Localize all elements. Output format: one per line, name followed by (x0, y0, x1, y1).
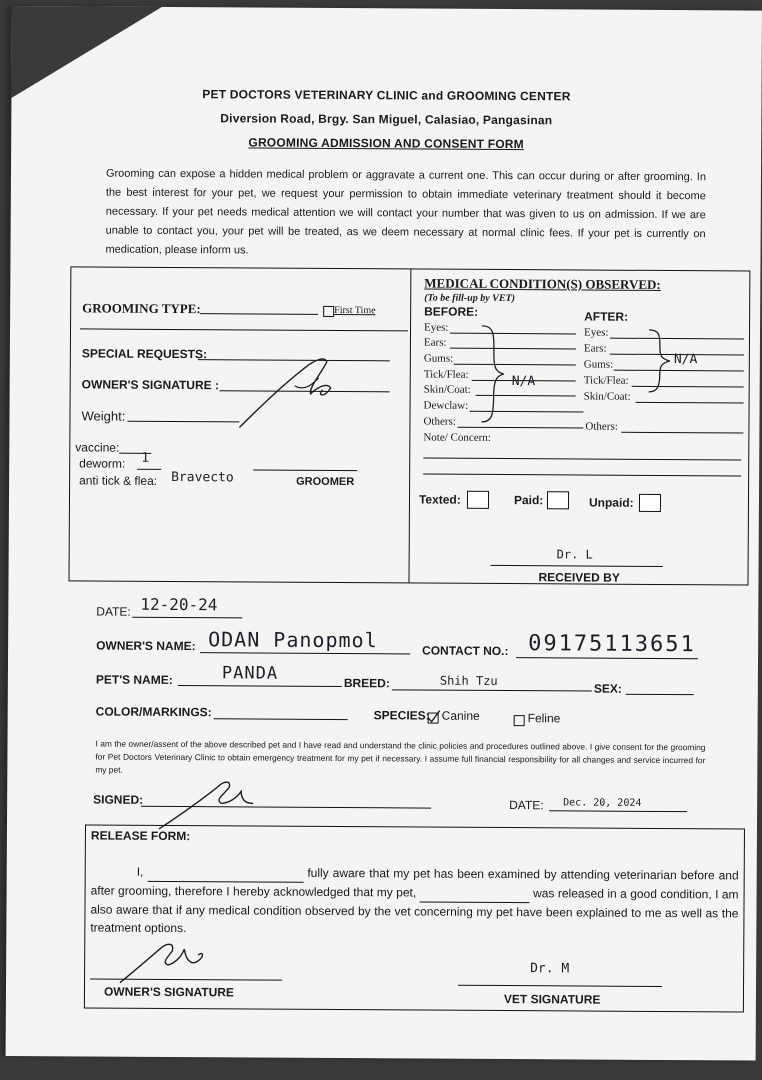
deworm-value: 1 (141, 450, 150, 466)
color-markings-label: COLOR/MARKINGS: (95, 704, 212, 720)
signed-date-value: Dec. 20, 2024 (563, 797, 642, 809)
release-form-title: RELEASE FORM: (90, 828, 191, 844)
before-eyes: Eyes: (424, 321, 449, 334)
canine-check-mark-icon (426, 709, 442, 730)
release-owner-label: OWNER'S SIGNATURE (103, 984, 234, 1000)
anti-tick-label: anti tick & flea: (79, 473, 158, 488)
deworm-line[interactable] (137, 469, 161, 470)
before-brace-icon (477, 324, 508, 429)
release-text-1: I, (136, 864, 144, 879)
before-na: N/A (511, 374, 536, 390)
after-tick: Tick/Flea: (583, 374, 629, 387)
vaccine-label: vaccine: (75, 440, 120, 455)
before-gums: Gums: (423, 352, 454, 365)
feline-label: Feline (527, 711, 561, 726)
texted-checkbox[interactable] (467, 491, 489, 509)
before-heading: BEFORE: (424, 304, 479, 319)
before-skin: Skin/Coat: (423, 383, 471, 396)
medical-title: MEDICAL CONDITION(S) OBSERVED: (424, 275, 661, 292)
consent-paragraph: I am the owner/assent of the above described pet and I have read and understand the clinic policies and procedures outlined above. I give consent for the grooming for Pet Doctors Veterinary Clinic to obtain emergency treatment for my pet if necessary. I assume full financial responsibility for all changes and service incurred for my pet. (95, 738, 706, 775)
canine-label: Canine (441, 708, 480, 723)
date-label: DATE: (96, 604, 131, 619)
texted-label: Texted: (418, 492, 461, 507)
medical-note: (To be fill-up by VET) (424, 292, 515, 305)
breed-line[interactable] (392, 689, 592, 691)
after-others: Others: (585, 420, 618, 433)
anti-tick-value: Bravecto (171, 469, 234, 486)
feline-checkbox[interactable] (514, 715, 525, 726)
breed-label: BREED: (343, 676, 390, 691)
special-requests-label: SPECIAL REQUESTS: (81, 346, 208, 362)
color-markings-line[interactable] (214, 718, 348, 720)
pet-name-line[interactable] (178, 685, 342, 687)
deworm-label: deworm: (79, 456, 126, 471)
date-line[interactable] (132, 617, 242, 619)
contact-no-line[interactable] (516, 657, 698, 659)
owner-name-label: OWNER'S NAME: (96, 638, 196, 654)
first-time-label: First Time (334, 304, 376, 317)
after-gums: Gums: (583, 358, 614, 371)
date-value: 12-20-24 (140, 594, 218, 615)
release-pet-blank[interactable] (420, 884, 530, 904)
before-tick: Tick/Flea: (423, 368, 469, 381)
after-heading: AFTER: (584, 309, 629, 324)
form-title: GROOMING ADMISSION AND CONSENT FORM (248, 135, 524, 152)
received-by-value: Dr. L (556, 547, 593, 562)
before-dewclaw: Dewclaw: (423, 399, 469, 412)
breed-value: Shih Tzu (439, 673, 498, 688)
form-page (6, 6, 762, 1061)
release-text-2: fully aware that my pet has been examined by attending veterinarian before and after grooming, therefore I hereby acknowledged that my pet, (90, 865, 739, 900)
owner-name-line[interactable] (200, 652, 410, 654)
vet-signature-value: Dr. M (530, 961, 570, 977)
species-label: SPECIES: (373, 708, 430, 723)
after-skin: Skin/Coat: (583, 390, 631, 403)
release-paragraph (90, 862, 738, 940)
groomer-label: GROOMER (296, 475, 355, 489)
received-by-label: RECEIVED BY (538, 570, 620, 585)
vet-signature-label: VET SIGNATURE (503, 992, 601, 1007)
paid-checkbox[interactable] (547, 491, 569, 509)
paid-label: Paid: (513, 493, 544, 508)
pet-name-label: PET'S NAME: (95, 672, 173, 687)
pet-name-value: PANDA (221, 663, 279, 684)
weight-label: Weight: (81, 408, 126, 424)
release-name-blank[interactable] (147, 863, 303, 883)
unpaid-label: Unpaid: (588, 495, 634, 510)
folded-corner (11, 6, 162, 99)
before-ears: Ears: (423, 336, 447, 349)
contact-no-label: CONTACT NO.: (422, 643, 509, 659)
owner-signature-label: OWNER'S SIGNATURE : (81, 377, 220, 393)
release-text-3: was released in a good condition, I am also aware that if any medical condition observed by the vet concerning my pet have been explained to me as well as the treatment options. (90, 886, 739, 936)
owner-name-value: ODAN Panopmol (208, 627, 378, 653)
signed-date-label: DATE: (509, 798, 544, 813)
intro-paragraph: Grooming can expose a hidden medical problem or aggravate a current one. This can occur during or after grooming. In the best interest for your pet, we request your permission to obtain immediate veterinary treatment should it become necessary. If your pet needs medical attention we will contact your number that was given to us on admission. If we are unable to contact you, your pet will be treated, as we deem necessary at normal clinic fees. If your pet is currently on medication, please inform us. (105, 167, 707, 257)
sex-label: SEX: (593, 681, 622, 696)
after-brace-icon (646, 328, 674, 399)
before-others: Others: (423, 415, 456, 428)
owner-signature-scribble-1 (234, 347, 355, 443)
clinic-address: Diversion Road, Brgy. San Miguel, Calasiao, Pangasinan (220, 111, 553, 128)
signed-label: SIGNED: (93, 792, 144, 807)
after-na: N/A (673, 352, 698, 368)
after-eyes: Eyes: (583, 326, 609, 339)
signed-date-line[interactable] (549, 810, 687, 812)
grooming-type-label: GROOMING TYPE: (82, 300, 201, 317)
sex-line[interactable] (626, 694, 694, 695)
unpaid-checkbox[interactable] (639, 494, 661, 512)
first-time-checkbox[interactable] (323, 306, 334, 317)
contact-no-value: 09175113651 (528, 631, 696, 658)
clinic-name: PET DOCTORS VETERINARY CLINIC and GROOMING CENTER (202, 87, 571, 104)
note-concern: Note/ Concern: (423, 431, 491, 444)
after-ears: Ears: (583, 342, 607, 355)
